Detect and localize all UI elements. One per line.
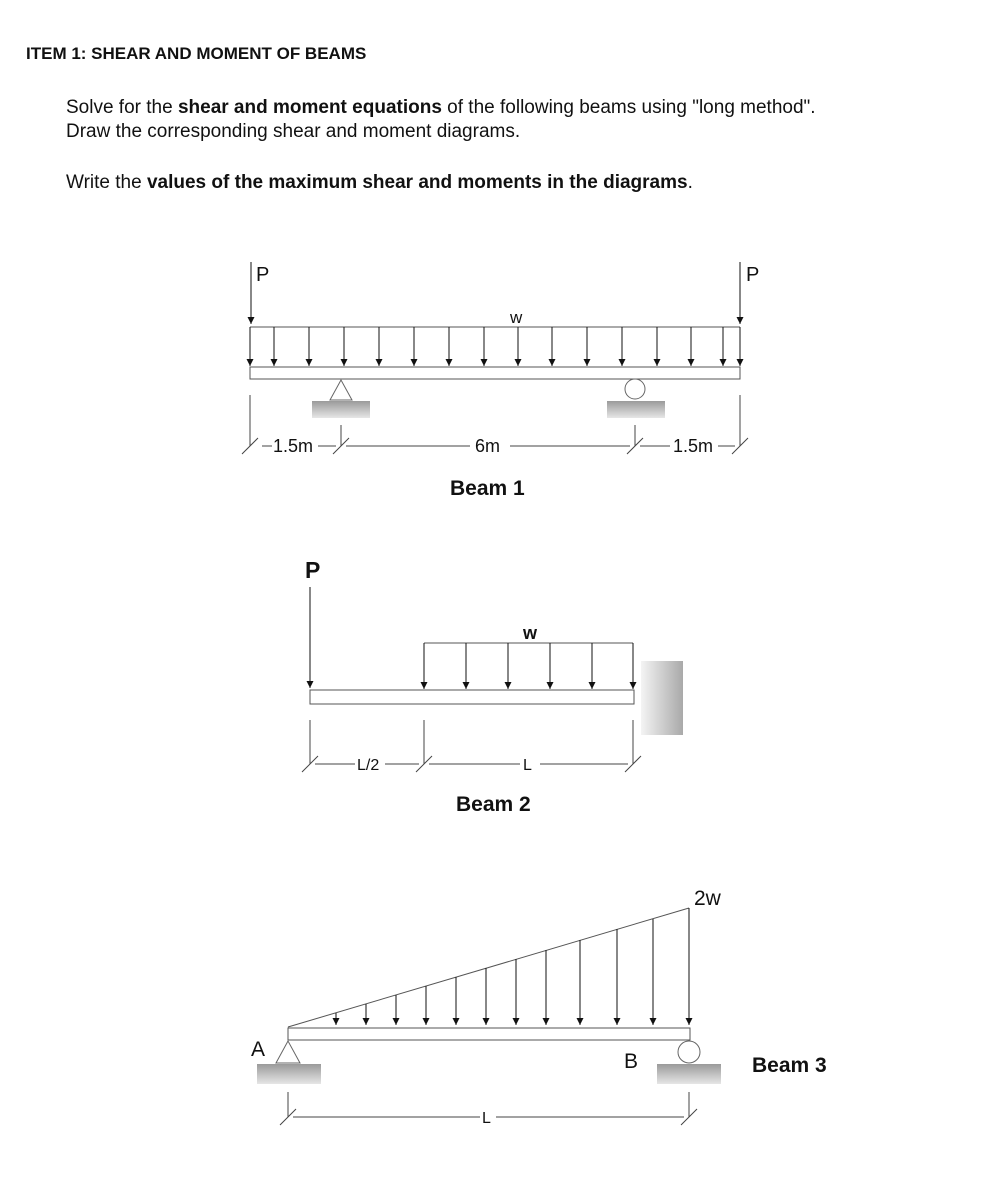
beam-1-title: Beam 1 bbox=[450, 477, 525, 500]
beam-2-dimension-line bbox=[302, 720, 641, 772]
beam-2-title: Beam 2 bbox=[456, 793, 531, 816]
beam-2-diagram bbox=[302, 557, 683, 816]
beam-1-roller-support bbox=[607, 379, 665, 418]
beam-2-member bbox=[310, 690, 634, 704]
beam-3-triangular-load-arrows bbox=[336, 908, 689, 1025]
instruction-line-3: Write the values of the maximum shear and moments in the diagrams. bbox=[66, 172, 693, 193]
beam-2-udl-arrows bbox=[424, 643, 633, 689]
beam-3-peak-load-label: 2w bbox=[694, 887, 721, 910]
beam-3-load-envelope bbox=[288, 908, 689, 1027]
beam-3-title: Beam 3 bbox=[752, 1054, 827, 1077]
beam-1-udl-label: w bbox=[510, 308, 523, 327]
beam-2-dim-right: L bbox=[523, 757, 532, 774]
beam-3-member bbox=[288, 1028, 690, 1040]
instruction-line-2: Draw the corresponding shear and moment diagrams. bbox=[66, 121, 521, 142]
beam-1-load-right-label: P bbox=[746, 264, 760, 286]
beam-1-diagram bbox=[242, 262, 759, 500]
beam-1-dim-right: 1.5m bbox=[673, 436, 714, 456]
beam-3-support-b-label: B bbox=[624, 1050, 639, 1073]
beam-3-dim-label: L bbox=[482, 1110, 491, 1127]
beam-3-diagram bbox=[251, 887, 827, 1127]
beam-1-load-left-label: P bbox=[256, 264, 270, 286]
beam-2-dim-left: L/2 bbox=[357, 757, 380, 774]
beam-1-pin-support bbox=[312, 380, 370, 418]
beam-3-support-a-label: A bbox=[251, 1038, 266, 1061]
beam-1-udl-arrows bbox=[250, 327, 740, 366]
beam-2-fixed-wall bbox=[641, 661, 683, 735]
beam-1-member bbox=[250, 367, 740, 379]
beam-2-udl-label: w bbox=[523, 623, 538, 643]
beam-1-dim-left: 1.5m bbox=[273, 436, 314, 456]
beam-3-roller-support-b bbox=[657, 1041, 721, 1084]
instruction-line-1: Solve for the shear and moment equations of the following beams using "long method". bbox=[66, 97, 816, 118]
beam-1-dim-middle: 6m bbox=[475, 436, 501, 456]
item-heading: ITEM 1: SHEAR AND MOMENT OF BEAMS bbox=[26, 44, 367, 63]
beam-2-point-load-label: P bbox=[305, 557, 321, 583]
beam-3-pin-support-a bbox=[257, 1041, 321, 1084]
